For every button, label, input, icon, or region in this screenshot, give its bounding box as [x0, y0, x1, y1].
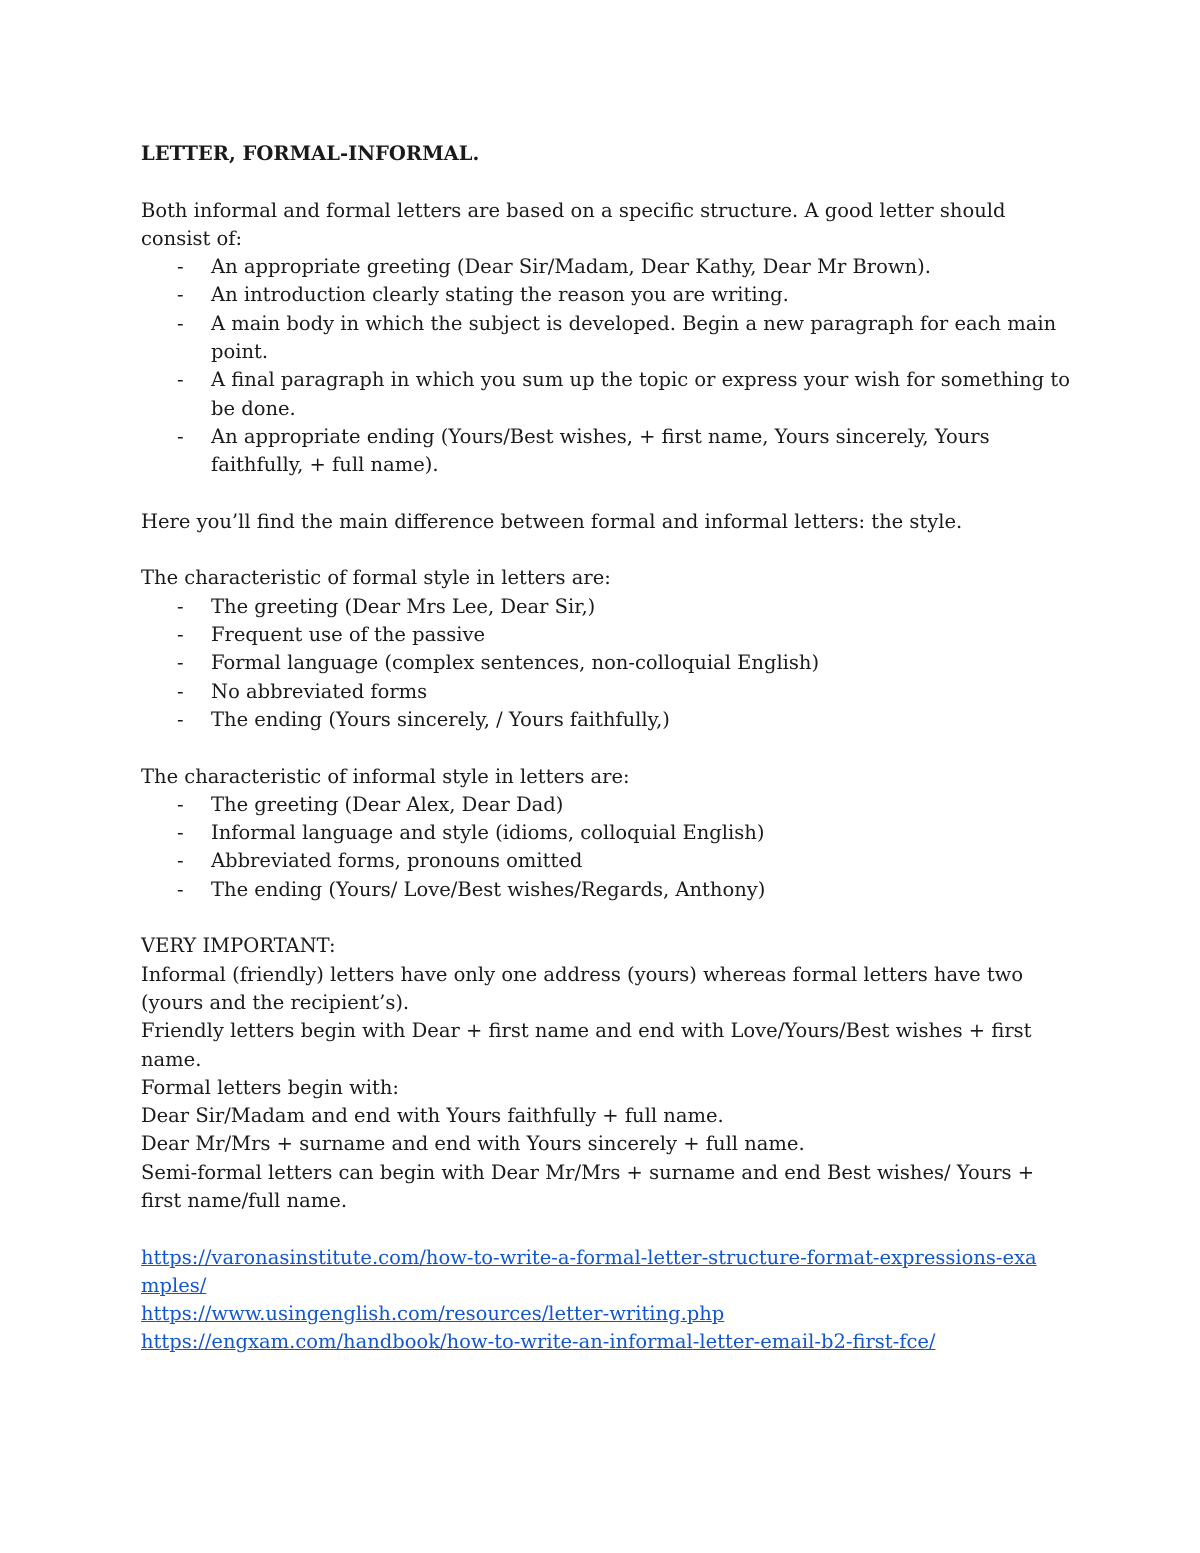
list-item: - An introduction clearly stating the reason you are writing. [141, 281, 1080, 309]
dash-bullet: - [177, 849, 184, 873]
document-title: LETTER, FORMAL-INFORMAL. [141, 142, 480, 165]
important-line: Dear Mr/Mrs + surname and end with Yours sincerely + full name. [141, 1132, 805, 1156]
important-line: Friendly letters begin with Dear + first name and end with Love/Yours/Best wishes + first name. [141, 1019, 1032, 1071]
list-item: - Abbreviated forms, pronouns omitted [141, 847, 1080, 875]
dash-bullet: - [177, 255, 184, 279]
list-item: - A final paragraph in which you sum up the topic or express your wish for something to be done. [177, 368, 1070, 420]
dash-bullet: - [177, 594, 184, 618]
intro-paragraph: Both informal and formal letters are based on a specific structure. A good letter should consist of: [141, 198, 1006, 250]
important-line: Formal letters begin with: [141, 1075, 399, 1099]
dash-bullet: - [177, 877, 184, 901]
list-item: - The ending (Yours sincerely, / Yours faithfully,) [141, 706, 1080, 734]
dash-bullet: - [177, 283, 184, 307]
list-item: - The ending (Yours/ Love/Best wishes/Regards, Anthony) [141, 876, 1080, 904]
formal-list [141, 593, 1080, 734]
list-item: - Informal language and style (idioms, colloquial English) [141, 819, 1080, 847]
list-item: - No abbreviated forms [141, 678, 1080, 706]
dash-bullet: - [177, 311, 184, 335]
list-item: - Frequent use of the passive [141, 621, 1080, 649]
list-item: - A main body in which the subject is developed. Begin a new paragraph for each main point. [177, 311, 1057, 364]
dash-bullet: - [177, 821, 184, 845]
list-item: - An appropriate ending (Yours/Best wishes, + first name, Yours sincerely, Yours faithfully, + full name). [177, 424, 990, 477]
reference-links [141, 1244, 1051, 1357]
list-item: - The greeting (Dear Alex, Dear Dad) [141, 791, 1080, 819]
list-item: - An appropriate greeting (Dear Sir/Madam, Dear Kathy, Dear Mr Brown). [141, 253, 1080, 281]
dash-bullet: - [177, 368, 184, 392]
informal-list [141, 791, 1080, 904]
dash-bullet: - [177, 424, 184, 448]
dash-bullet: - [177, 792, 184, 816]
difference-paragraph: Here you’ll find the main difference between formal and informal letters: the style. [141, 509, 963, 533]
dash-bullet: - [177, 707, 184, 731]
reference-link-engxam[interactable]: https://engxam.com/handbook/how-to-write-an-informal-letter-email-b2-first-fce/ [141, 1330, 936, 1354]
dash-bullet: - [177, 623, 184, 647]
list-item: - Formal language (complex sentences, non-colloquial English) [141, 649, 1080, 677]
informal-heading: The characteristic of informal style in letters are: [141, 764, 630, 788]
important-line: Semi-formal letters can begin with Dear Mr/Mrs + surname and end Best wishes/ Yours + first name/full name. [141, 1160, 1035, 1212]
reference-link-usingenglish[interactable]: https://www.usingenglish.com/resources/letter-writing.php [141, 1302, 725, 1326]
important-heading: VERY IMPORTANT: [141, 934, 336, 958]
important-line: Informal (friendly) letters have only one address (yours) whereas formal letters have two (yours and the recipient’s). [141, 962, 1024, 1014]
dash-bullet: - [177, 679, 184, 703]
dash-bullet: - [177, 651, 184, 675]
important-line: Dear Sir/Madam and end with Yours faithfully + full name. [141, 1104, 724, 1128]
formal-heading: The characteristic of formal style in letters are: [141, 566, 611, 590]
structure-list [141, 253, 1080, 479]
list-item: - The greeting (Dear Mrs Lee, Dear Sir,) [141, 593, 1080, 621]
reference-link-varonas[interactable]: https://varonasinstitute.com/how-to-write-a-formal-letter-structure-format-expressions-examples/ [141, 1245, 1037, 1297]
